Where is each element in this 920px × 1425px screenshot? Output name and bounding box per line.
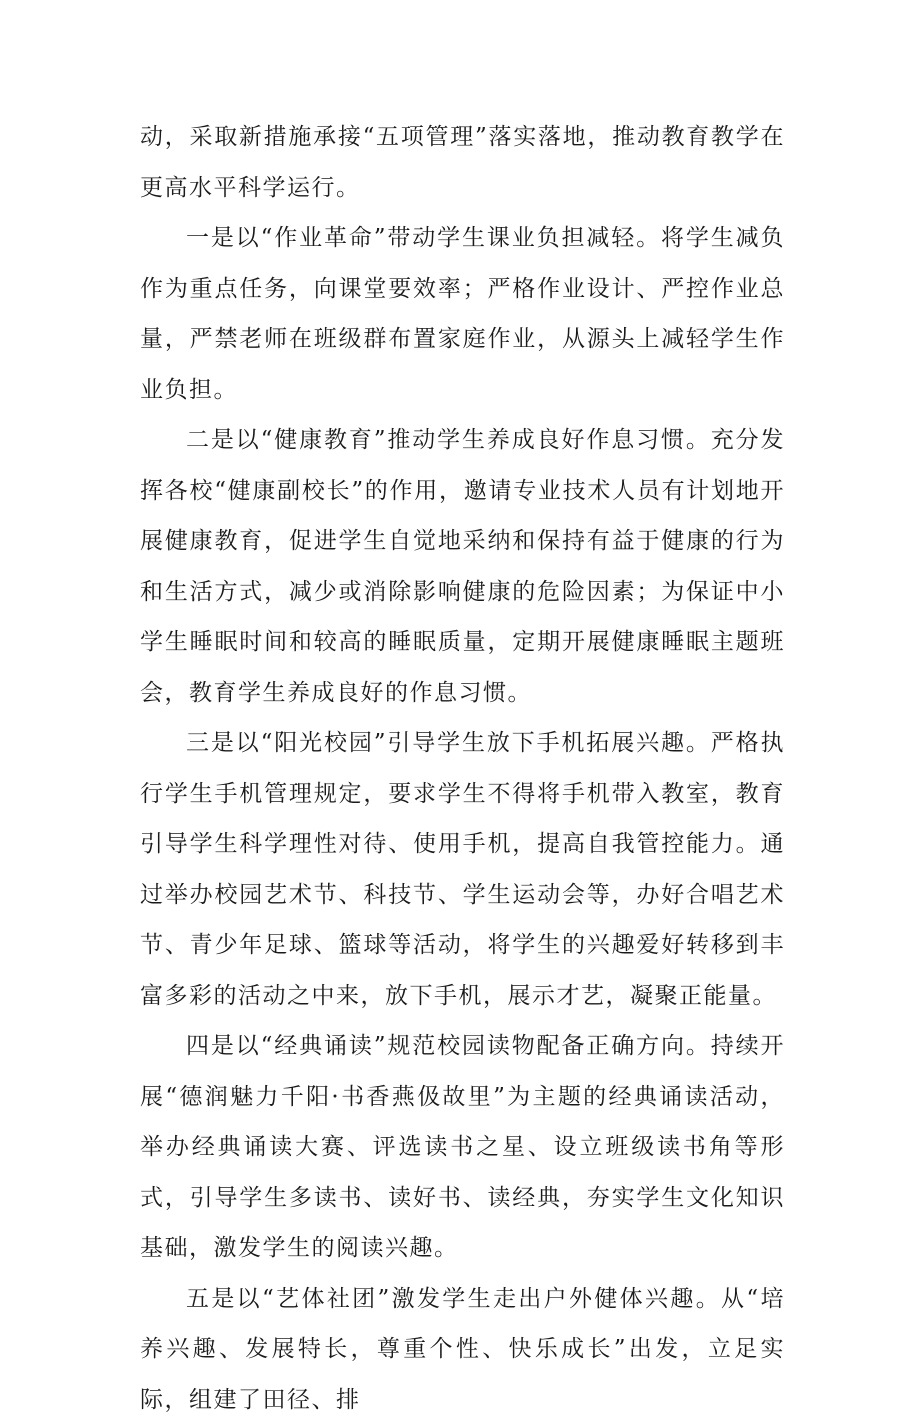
document-body [140, 112, 785, 1425]
paragraph-homework-reform: 一是以“作业革命”带动学生课业负担减轻。将学生减负作为重点任务，向课堂要效率；严格作业设计、严控作业总量，严禁老师在班级群布置家庭作业，从源头上减轻学生作业负担。 [140, 213, 785, 415]
paragraph-classic-reading: 四是以“经典诵读”规范校园读物配备正确方向。持续开展“德润魅力千阳·书香燕伋故里”为主题的经典诵读活动，举办经典诵读大赛、评选读书之星、设立班级读书角等形式，引导学生多读书、读好书、读经典，夯实学生文化知识基础，激发学生的阅读兴趣。 [140, 1021, 785, 1274]
paragraph-continuation: 动，采取新措施承接“五项管理”落实落地，推动教育教学在更高水平科学运行。 [140, 112, 785, 213]
paragraph-health-education: 二是以“健康教育”推动学生养成良好作息习惯。充分发挥各校“健康副校长”的作用，邀请专业技术人员有计划地开展健康教育，促进学生自觉地采纳和保持有益于健康的行为和生活方式，减少或消除影响健康的危险因素；为保证中小学生睡眠时间和较高的睡眠质量，定期开展健康睡眠主题班会，教育学生养成良好的作息习惯。 [140, 415, 785, 718]
paragraph-sunshine-campus: 三是以“阳光校园”引导学生放下手机拓展兴趣。严格执行学生手机管理规定，要求学生不得将手机带入教室，教育引导学生科学理性对待、使用手机，提高自我管控能力。通过举办校园艺术节、科技节、学生运动会等，办好合唱艺术节、青少年足球、篮球等活动，将学生的兴趣爱好转移到丰富多彩的活动之中来，放下手机，展示才艺，凝聚正能量。 [140, 718, 785, 1021]
paragraph-arts-sports-clubs: 五是以“艺体社团”激发学生走出户外健体兴趣。从“培养兴趣、发展特长，尊重个性、快乐成长”出发，立足实际，组建了田径、排 [140, 1274, 785, 1425]
